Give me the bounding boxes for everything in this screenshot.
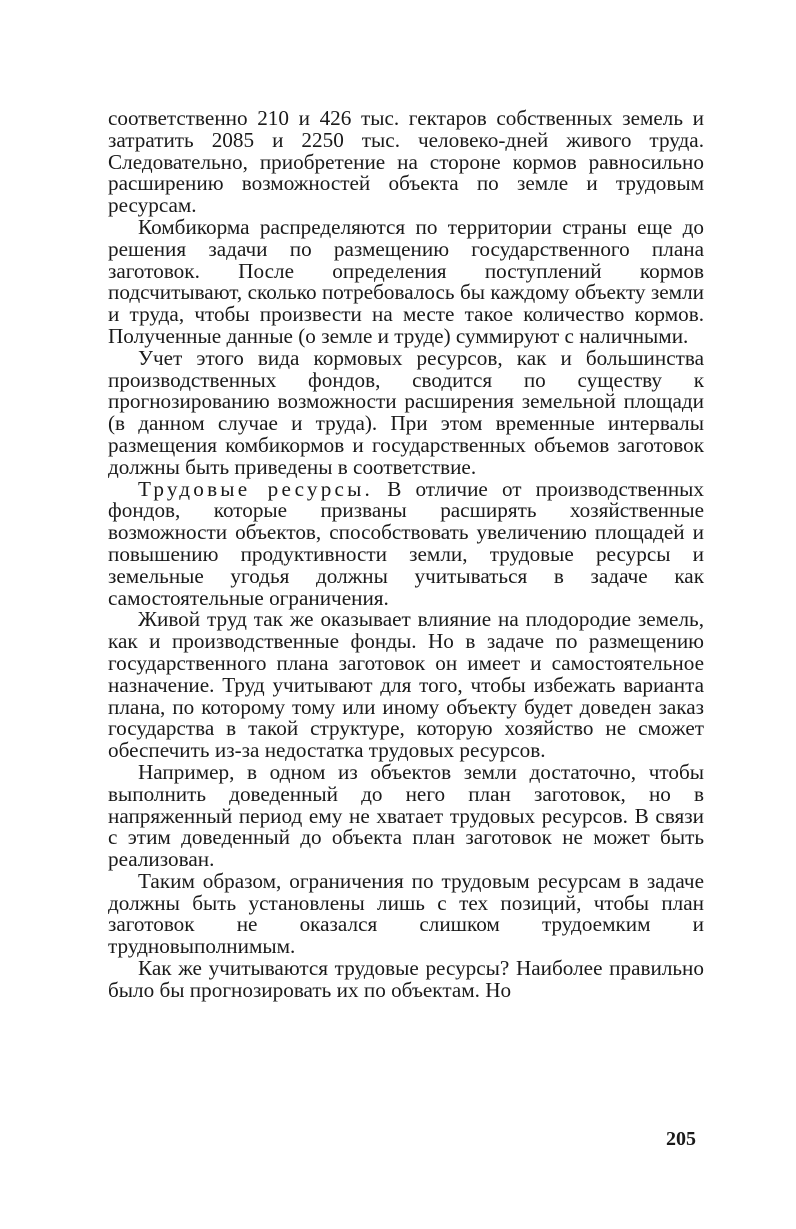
page-number: 205 — [666, 1128, 696, 1150]
book-page — [108, 108, 704, 1168]
paragraph-2: Комбикорма распределяются по территории страны еще до решения задачи по размещению государственного плана заготовок. После определения поступлений кормов подсчитывают, сколько потребовалось бы каждому объекту земли и труда, чтобы произвести на месте такое количество кормов. Полученные данные (о земле и труде) суммируют с наличными. — [108, 214, 704, 348]
paragraph-8: Как же учитываются трудовые ресурсы? Наиболее правильно было бы прогнозировать их по объектам. Но — [108, 956, 704, 1002]
paragraph-4: Трудовые ресурсы. В отличие от производственных фондов, которые призваны расширять хозяйственные возможности объектов, способствовать увеличению площадей и повышению продуктивности земли, трудовые ресурсы и земельные угодья должны учитываться в задаче как самостоятельные ограничения. — [108, 476, 704, 610]
paragraph-1: соответственно 210 и 426 тыс. гектаров собственных земель и затратить 2085 и 2250 тыс. человеко-дней живого труда. Следовательно, приобретение на стороне кормов равносильно расширению возможностей объекта по земле и трудовым ресурсам. — [108, 106, 704, 218]
paragraph-6: Например, в одном из объектов земли достаточно, чтобы выполнить доведенный до него план заготовок, но в напряженный период ему не хватает трудовых ресурсов. В связи с этим доведенный до объекта план заготовок не может быть реализован. — [108, 759, 704, 872]
paragraph-7: Таким образом, ограничения по трудовым ресурсам в задаче должны быть установлены лишь с тех позиций, чтобы план заготовок не оказался слишком трудоемким и трудновыполнимым. — [108, 868, 704, 959]
paragraph-3: Учет этого вида кормовых ресурсов, как и большинства производственных фондов, сводится по существу к прогнозированию возможности расширения земельной площади (в данном случае и труда). При этом временные интервалы размещения комбикормов и государственных объемов заготовок должны быть приведены в соответствие. — [108, 345, 704, 479]
section-lead-heading: Трудовые ресурсы. — [138, 476, 374, 501]
body-text — [108, 108, 704, 1002]
paragraph-5: Живой труд так же оказывает влияние на плодородие земель, как и производственные фонды. Но в задаче по размещению государственного плана заготовок он имеет и самостоятельное назначение. Труд учитывают для того, чтобы избежать варианта плана, по которому тому или иному объекту будет доведен заказ государства в такой структуре, которую хозяйство не сможет обеспечить из-за недостатка трудовых ресурсов. — [108, 607, 704, 763]
